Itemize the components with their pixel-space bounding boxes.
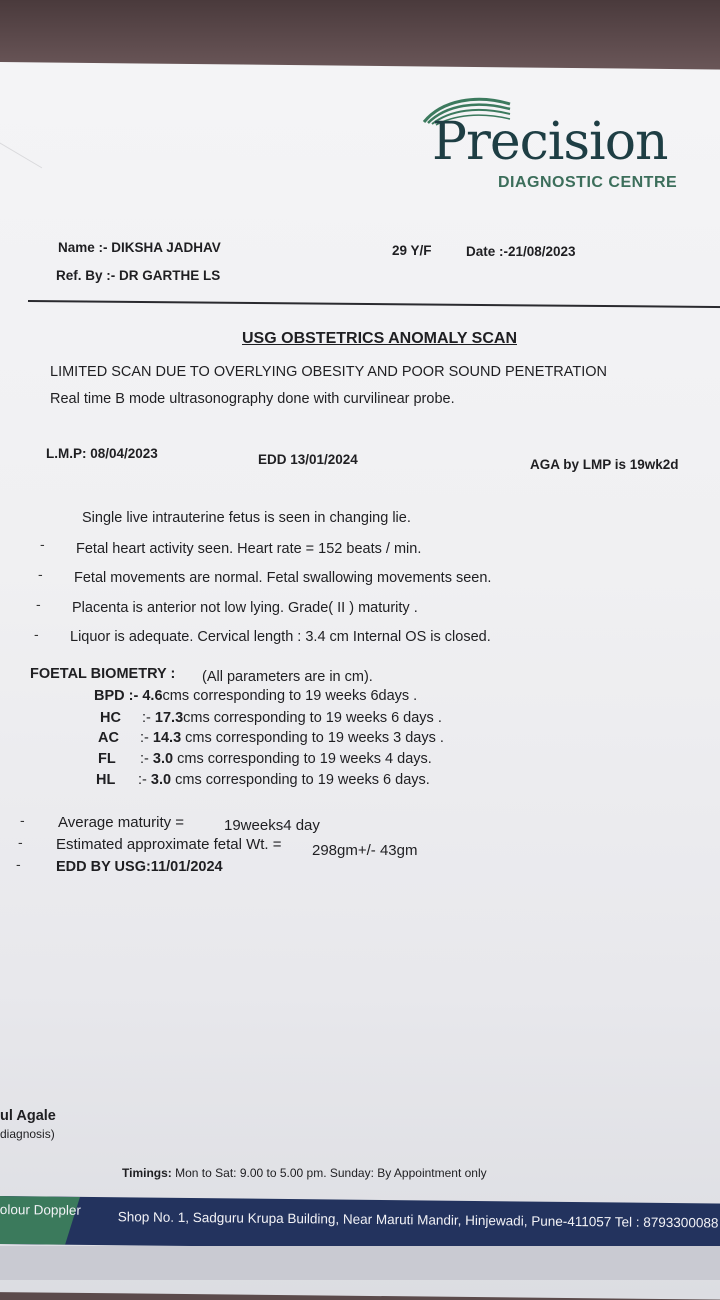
timings-text: Mon to Sat: 9.00 to 5.00 pm. Sunday: By Appointment only	[175, 1166, 487, 1180]
biometry-label: HL	[96, 772, 116, 788]
biometry-row	[96, 772, 430, 788]
biometry-sep: :-	[138, 772, 147, 788]
biometry-text: cms corresponding to 19 weeks 6 days .	[183, 710, 442, 726]
timings-label: Timings:	[122, 1166, 172, 1180]
finding-item: Liquor is adequate. Cervical length : 3.4 cm Internal OS is closed.	[70, 629, 491, 645]
scan-method: Real time B mode ultrasonography done with curvilinear probe.	[50, 391, 455, 407]
biometry-value: 4.6	[142, 688, 163, 704]
finding-item: Fetal heart activity seen. Heart rate = 152 beats / min.	[76, 541, 422, 557]
biometry-sep: :-	[142, 710, 151, 726]
average-maturity-value: 19weeks4 day	[224, 817, 320, 834]
biometry-label: HC	[100, 710, 121, 726]
biometry-row	[94, 688, 417, 704]
paper-bottom-edge	[0, 1246, 720, 1280]
finding-item: Single live intrauterine fetus is seen in changing lie.	[82, 510, 411, 526]
bullet-dash: -	[16, 856, 21, 872]
biometry-text: cms corresponding to 19 weeks 4 days.	[173, 751, 432, 767]
timings-line	[122, 1166, 487, 1180]
biometry-label: AC	[98, 730, 119, 746]
biometry-text: cms corresponding to 19 weeks 6 days.	[171, 772, 430, 788]
biometry-label: BPD	[94, 688, 125, 704]
patient-name: Name :- DIKSHA JADHAV	[58, 240, 221, 255]
paper-fold	[0, 142, 42, 220]
finding-item: Fetal movements are normal. Fetal swallowing movements seen.	[74, 570, 492, 586]
logo-subtitle: DIAGNOSTIC CENTRE	[498, 174, 678, 191]
logo-name: Precision	[432, 112, 668, 172]
biometry-value: 3.0	[152, 751, 174, 767]
bullet-dash: -	[18, 834, 23, 850]
biometry-sep: :-	[140, 751, 149, 767]
footer-address: Shop No. 1, Sadguru Krupa Building, Near Maruti Mandir, Hinjewadi, Pune-411057 Tel : 8793300088	[117, 1209, 719, 1231]
patient-age-sex: 29 Y/F	[392, 243, 432, 258]
scan-limitation: LIMITED SCAN DUE TO OVERLYING OBESITY AND POOR SOUND PENETRATION	[50, 364, 608, 380]
biometry-text: cms corresponding to 19 weeks 6days .	[162, 688, 418, 704]
footer-bar	[0, 1196, 720, 1252]
doctor-qualification: diagnosis)	[0, 1127, 55, 1141]
edd-date: EDD 13/01/2024	[258, 452, 358, 467]
biometry-sep: :-	[128, 688, 139, 704]
biometry-row	[100, 710, 442, 726]
report-title: USG OBSTETRICS ANOMALY SCAN	[242, 330, 517, 347]
biometry-value: 3.0	[150, 772, 172, 788]
biometry-value: 14.3	[152, 730, 182, 746]
biometry-note: (All parameters are in cm).	[202, 669, 373, 685]
aga-by-lmp: AGA by LMP is 19wk2d	[530, 457, 679, 472]
bullet-dash: -	[38, 566, 43, 582]
biometry-value: 17.3	[154, 710, 184, 726]
background-surface	[0, 0, 720, 70]
bullet-dash: -	[20, 812, 25, 828]
edd-by-usg: EDD BY USG:11/01/2024	[56, 859, 223, 875]
biometry-heading: FOETAL BIOMETRY :	[30, 666, 176, 682]
bullet-dash: -	[34, 626, 39, 642]
report-date: Date :-21/08/2023	[466, 244, 576, 259]
finding-item: Placenta is anterior not low lying. Grade( II ) maturity .	[72, 600, 418, 616]
bullet-dash: -	[40, 536, 45, 552]
doctor-name: ul Agale	[0, 1108, 56, 1124]
fetal-weight-label: Estimated approximate fetal Wt. =	[56, 836, 282, 853]
bullet-dash: -	[36, 596, 41, 612]
biometry-row	[98, 751, 432, 767]
footer-service: olour Doppler	[0, 1201, 81, 1218]
lmp-date: L.M.P: 08/04/2023	[46, 446, 158, 461]
referred-by: Ref. By :- DR GARTHE LS	[56, 268, 221, 283]
biometry-text: cms corresponding to 19 weeks 3 days .	[181, 730, 444, 746]
fetal-weight-value: 298gm+/- 43gm	[312, 842, 418, 859]
biometry-sep: :-	[140, 730, 149, 746]
biometry-row	[98, 730, 444, 746]
average-maturity-label: Average maturity =	[58, 814, 185, 831]
biometry-label: FL	[98, 751, 116, 767]
